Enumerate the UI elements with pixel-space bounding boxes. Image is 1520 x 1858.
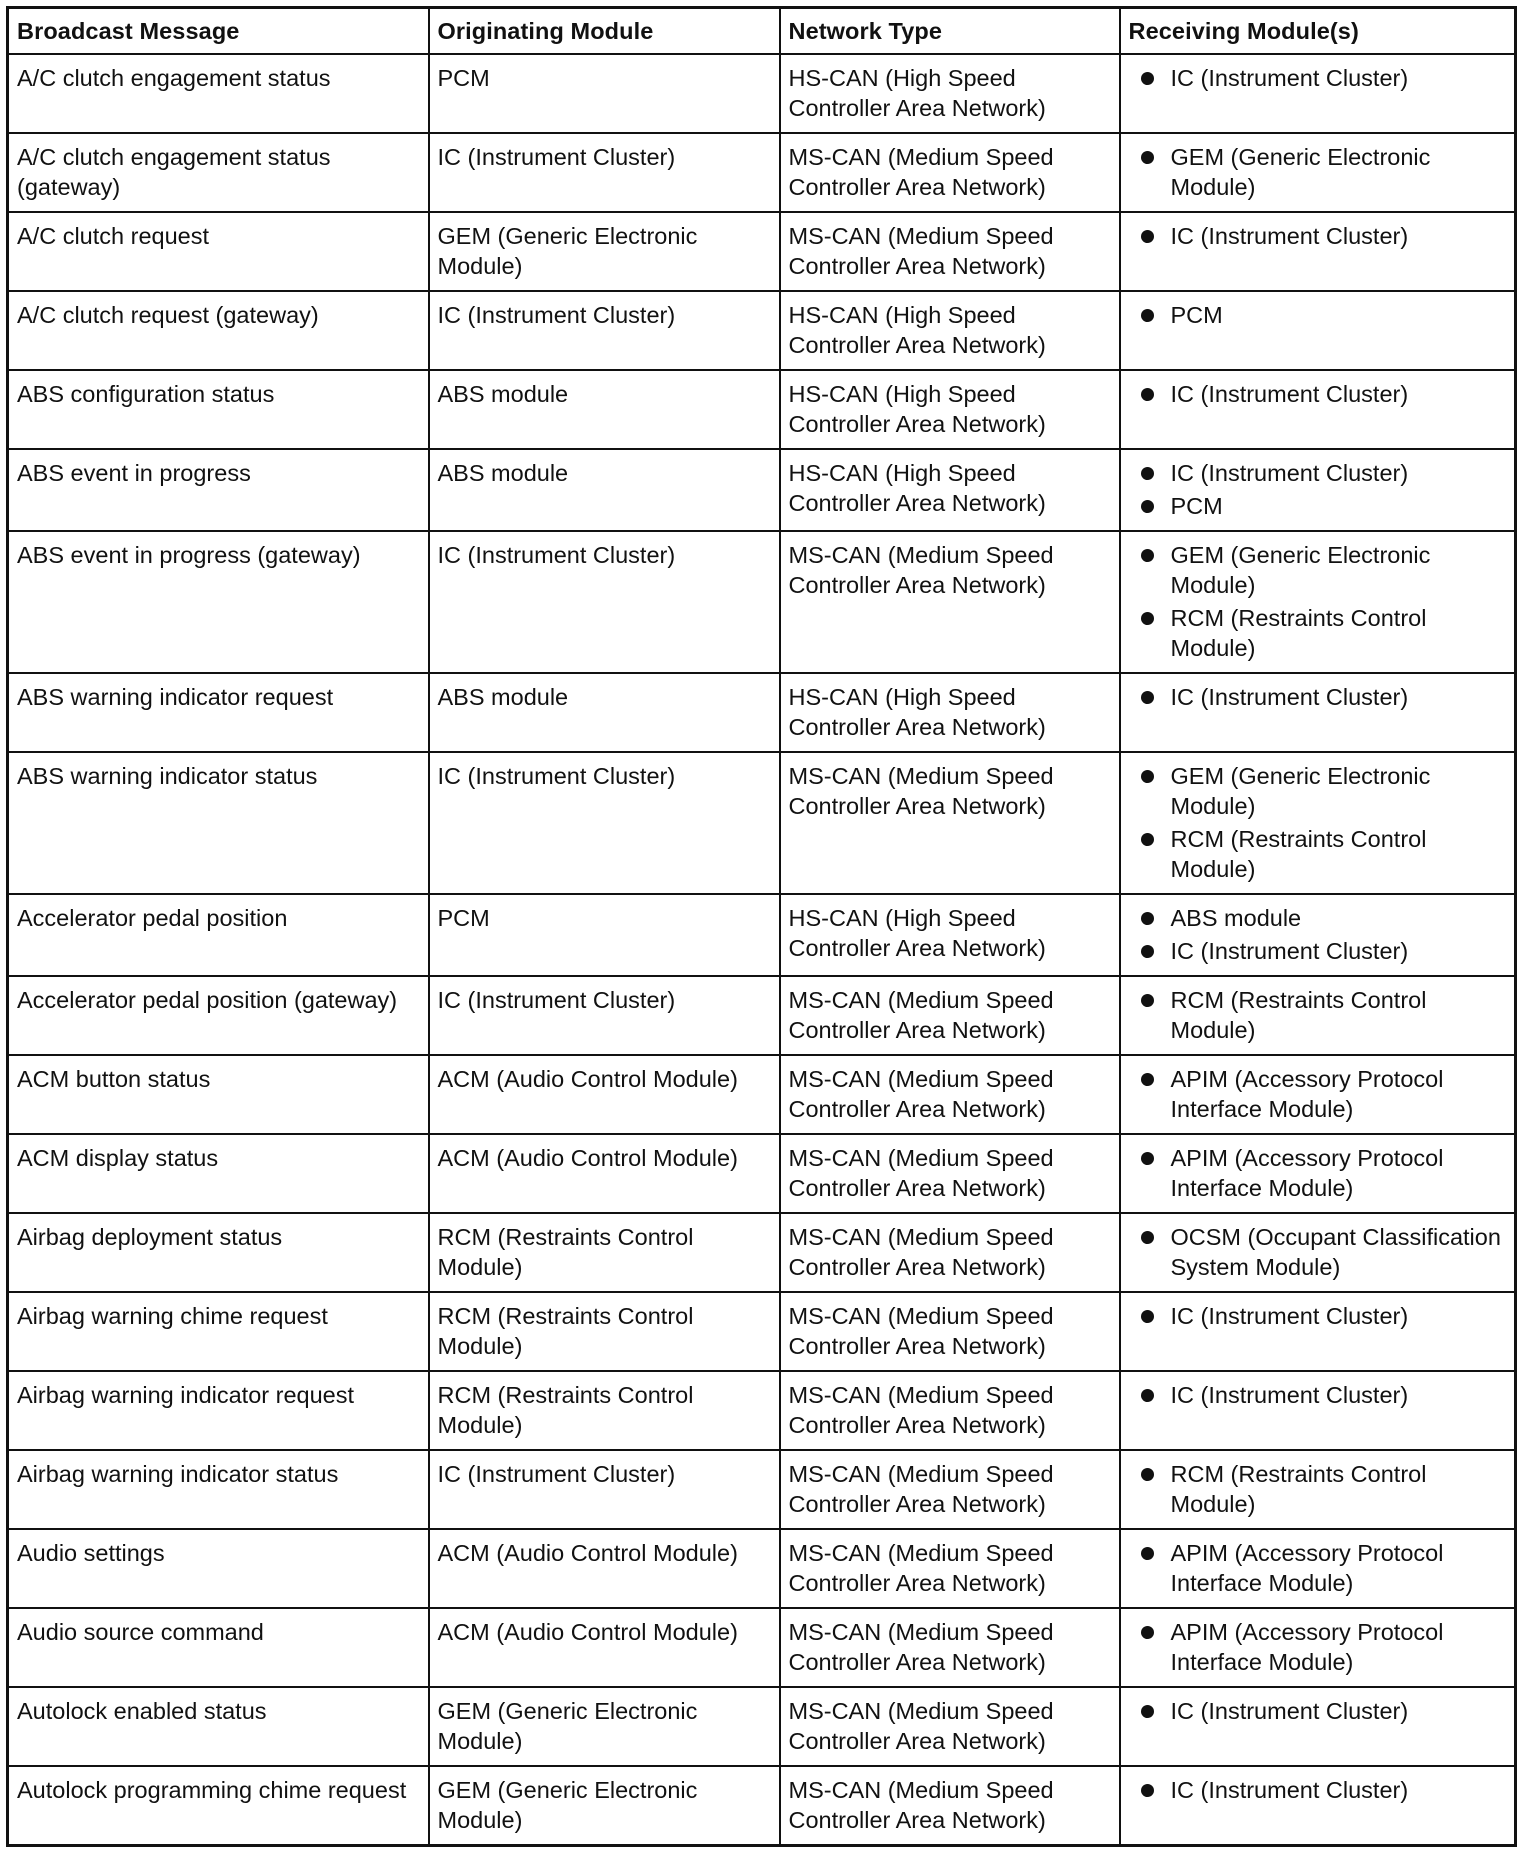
network-type-cell: MS-CAN (Medium Speed Controller Area Network) xyxy=(780,1371,1120,1450)
bullet-icon xyxy=(1141,691,1154,704)
receiving-module-label: GEM (Generic Electronic Module) xyxy=(1170,143,1431,200)
receiving-modules-cell xyxy=(1120,976,1516,1055)
receiving-modules-cell xyxy=(1120,1687,1516,1766)
bullet-icon xyxy=(1141,467,1154,480)
receiving-modules-list xyxy=(1129,1696,1507,1726)
table-row xyxy=(8,54,1516,133)
receiving-modules-list xyxy=(1129,142,1507,202)
list-item xyxy=(1129,824,1507,884)
receiving-modules-list xyxy=(1129,903,1507,966)
bullet-icon xyxy=(1141,1152,1154,1165)
originating-module-cell: IC (Instrument Cluster) xyxy=(429,976,780,1055)
list-item xyxy=(1129,985,1507,1045)
broadcast-message-cell: Accelerator pedal position (gateway) xyxy=(8,976,429,1055)
network-type-cell: MS-CAN (Medium Speed Controller Area Network) xyxy=(780,212,1120,291)
header-row xyxy=(8,8,1516,54)
receiving-module-label: IC (Instrument Cluster) xyxy=(1170,64,1409,91)
bullet-icon xyxy=(1141,1231,1154,1244)
originating-module-cell: IC (Instrument Cluster) xyxy=(429,291,780,370)
originating-module-cell: ACM (Audio Control Module) xyxy=(429,1608,780,1687)
table-row xyxy=(8,1529,1516,1608)
list-item xyxy=(1129,1459,1507,1519)
receiving-module-label: IC (Instrument Cluster) xyxy=(1170,380,1409,407)
bullet-icon xyxy=(1141,72,1154,85)
bullet-icon xyxy=(1141,945,1154,958)
originating-module-cell: GEM (Generic Electronic Module) xyxy=(429,1687,780,1766)
list-item xyxy=(1129,1538,1507,1598)
bullet-icon xyxy=(1141,1547,1154,1560)
network-type-cell: MS-CAN (Medium Speed Controller Area Network) xyxy=(780,1055,1120,1134)
table-row xyxy=(8,673,1516,752)
bullet-icon xyxy=(1141,1468,1154,1481)
table-header xyxy=(8,8,1516,54)
network-type-cell: HS-CAN (High Speed Controller Area Network) xyxy=(780,673,1120,752)
network-type-cell: HS-CAN (High Speed Controller Area Network) xyxy=(780,291,1120,370)
bullet-icon xyxy=(1141,1389,1154,1402)
table-row xyxy=(8,1371,1516,1450)
bullet-icon xyxy=(1141,770,1154,783)
receiving-module-label: IC (Instrument Cluster) xyxy=(1170,1302,1409,1329)
receiving-modules-cell xyxy=(1120,1371,1516,1450)
header-broadcast-message: Broadcast Message xyxy=(8,8,429,54)
list-item xyxy=(1129,1064,1507,1124)
network-type-cell: HS-CAN (High Speed Controller Area Network) xyxy=(780,894,1120,976)
list-item xyxy=(1129,761,1507,821)
bullet-icon xyxy=(1141,1784,1154,1797)
network-type-cell: MS-CAN (Medium Speed Controller Area Network) xyxy=(780,1608,1120,1687)
receiving-modules-cell xyxy=(1120,752,1516,894)
table-row xyxy=(8,1055,1516,1134)
receiving-module-label: PCM xyxy=(1170,301,1223,328)
receiving-modules-cell xyxy=(1120,1608,1516,1687)
broadcast-message-cell: Audio settings xyxy=(8,1529,429,1608)
receiving-modules-list xyxy=(1129,458,1507,521)
broadcast-message-cell: ABS event in progress xyxy=(8,449,429,531)
receiving-module-label: RCM (Restraints Control Module) xyxy=(1170,1460,1427,1517)
receiving-module-label: GEM (Generic Electronic Module) xyxy=(1170,762,1431,819)
originating-module-cell: RCM (Restraints Control Module) xyxy=(429,1371,780,1450)
broadcast-message-cell: ACM button status xyxy=(8,1055,429,1134)
network-type-cell: MS-CAN (Medium Speed Controller Area Network) xyxy=(780,531,1120,673)
network-type-cell: MS-CAN (Medium Speed Controller Area Network) xyxy=(780,1292,1120,1371)
table-row xyxy=(8,1766,1516,1846)
originating-module-cell: ABS module xyxy=(429,370,780,449)
bullet-icon xyxy=(1141,1310,1154,1323)
originating-module-cell: RCM (Restraints Control Module) xyxy=(429,1213,780,1292)
receiving-modules-list xyxy=(1129,1301,1507,1331)
header-receiving-modules: Receiving Module(s) xyxy=(1120,8,1516,54)
table-row xyxy=(8,133,1516,212)
list-item xyxy=(1129,221,1507,251)
receiving-modules-list xyxy=(1129,379,1507,409)
list-item xyxy=(1129,1617,1507,1677)
list-item xyxy=(1129,379,1507,409)
broadcast-message-cell: ABS event in progress (gateway) xyxy=(8,531,429,673)
list-item xyxy=(1129,603,1507,663)
table-row xyxy=(8,291,1516,370)
bullet-icon xyxy=(1141,549,1154,562)
list-item xyxy=(1129,540,1507,600)
receiving-module-label: APIM (Accessory Protocol Interface Module) xyxy=(1170,1539,1444,1596)
table-row xyxy=(8,212,1516,291)
receiving-module-label: GEM (Generic Electronic Module) xyxy=(1170,541,1431,598)
receiving-modules-list xyxy=(1129,1143,1507,1203)
list-item xyxy=(1129,1301,1507,1331)
receiving-modules-list xyxy=(1129,1459,1507,1519)
receiving-module-label: APIM (Accessory Protocol Interface Module) xyxy=(1170,1065,1444,1122)
list-item xyxy=(1129,1775,1507,1805)
receiving-modules-list xyxy=(1129,985,1507,1045)
receiving-modules-list xyxy=(1129,1222,1507,1282)
list-item xyxy=(1129,1143,1507,1203)
bullet-icon xyxy=(1141,151,1154,164)
receiving-module-label: IC (Instrument Cluster) xyxy=(1170,1381,1409,1408)
originating-module-cell: ACM (Audio Control Module) xyxy=(429,1055,780,1134)
header-network-type: Network Type xyxy=(780,8,1120,54)
receiving-modules-cell xyxy=(1120,1766,1516,1846)
table-row xyxy=(8,370,1516,449)
list-item xyxy=(1129,300,1507,330)
bullet-icon xyxy=(1141,1073,1154,1086)
originating-module-cell: RCM (Restraints Control Module) xyxy=(429,1292,780,1371)
receiving-modules-list xyxy=(1129,1617,1507,1677)
table-row xyxy=(8,1687,1516,1766)
network-type-cell: MS-CAN (Medium Speed Controller Area Network) xyxy=(780,976,1120,1055)
bullet-icon xyxy=(1141,912,1154,925)
receiving-module-label: PCM xyxy=(1170,492,1223,519)
network-type-cell: HS-CAN (High Speed Controller Area Network) xyxy=(780,54,1120,133)
broadcast-message-cell: Airbag warning chime request xyxy=(8,1292,429,1371)
list-item xyxy=(1129,142,1507,202)
network-type-cell: MS-CAN (Medium Speed Controller Area Network) xyxy=(780,1766,1120,1846)
originating-module-cell: GEM (Generic Electronic Module) xyxy=(429,1766,780,1846)
receiving-modules-list xyxy=(1129,221,1507,251)
receiving-modules-list xyxy=(1129,761,1507,884)
broadcast-message-cell: A/C clutch engagement status xyxy=(8,54,429,133)
receiving-modules-cell xyxy=(1120,1292,1516,1371)
broadcast-message-cell: Autolock enabled status xyxy=(8,1687,429,1766)
originating-module-cell: PCM xyxy=(429,894,780,976)
network-type-cell: MS-CAN (Medium Speed Controller Area Network) xyxy=(780,752,1120,894)
receiving-module-label: APIM (Accessory Protocol Interface Module) xyxy=(1170,1144,1444,1201)
bullet-icon xyxy=(1141,230,1154,243)
receiving-module-label: IC (Instrument Cluster) xyxy=(1170,459,1409,486)
receiving-modules-list xyxy=(1129,1380,1507,1410)
broadcast-message-cell: ABS configuration status xyxy=(8,370,429,449)
table-row xyxy=(8,1608,1516,1687)
originating-module-cell: GEM (Generic Electronic Module) xyxy=(429,212,780,291)
network-type-cell: MS-CAN (Medium Speed Controller Area Network) xyxy=(780,1450,1120,1529)
broadcast-message-cell: Audio source command xyxy=(8,1608,429,1687)
network-type-cell: MS-CAN (Medium Speed Controller Area Network) xyxy=(780,1134,1120,1213)
table-row xyxy=(8,1450,1516,1529)
network-type-cell: HS-CAN (High Speed Controller Area Network) xyxy=(780,370,1120,449)
originating-module-cell: ABS module xyxy=(429,449,780,531)
bullet-icon xyxy=(1141,994,1154,1007)
table-row xyxy=(8,1134,1516,1213)
receiving-modules-cell xyxy=(1120,54,1516,133)
receiving-module-label: IC (Instrument Cluster) xyxy=(1170,1697,1409,1724)
list-item xyxy=(1129,936,1507,966)
bullet-icon xyxy=(1141,833,1154,846)
table-row xyxy=(8,1213,1516,1292)
broadcast-message-cell: ABS warning indicator status xyxy=(8,752,429,894)
receiving-modules-cell xyxy=(1120,531,1516,673)
bullet-icon xyxy=(1141,309,1154,322)
receiving-module-label: IC (Instrument Cluster) xyxy=(1170,683,1409,710)
receiving-modules-list xyxy=(1129,1538,1507,1598)
receiving-module-label: ABS module xyxy=(1170,904,1302,931)
originating-module-cell: IC (Instrument Cluster) xyxy=(429,133,780,212)
receiving-modules-cell xyxy=(1120,894,1516,976)
list-item xyxy=(1129,458,1507,488)
broadcast-message-cell: A/C clutch request xyxy=(8,212,429,291)
broadcast-message-cell: Airbag warning indicator status xyxy=(8,1450,429,1529)
list-item xyxy=(1129,1380,1507,1410)
receiving-modules-list xyxy=(1129,540,1507,663)
broadcast-message-cell: ABS warning indicator request xyxy=(8,673,429,752)
bullet-icon xyxy=(1141,500,1154,513)
receiving-module-label: IC (Instrument Cluster) xyxy=(1170,937,1409,964)
originating-module-cell: IC (Instrument Cluster) xyxy=(429,752,780,894)
table-row xyxy=(8,531,1516,673)
network-type-cell: MS-CAN (Medium Speed Controller Area Network) xyxy=(780,1213,1120,1292)
receiving-modules-cell xyxy=(1120,133,1516,212)
list-item xyxy=(1129,491,1507,521)
header-originating-module: Originating Module xyxy=(429,8,780,54)
broadcast-message-cell: A/C clutch engagement status (gateway) xyxy=(8,133,429,212)
table-body xyxy=(8,54,1516,1846)
network-type-cell: HS-CAN (High Speed Controller Area Network) xyxy=(780,449,1120,531)
receiving-module-label: IC (Instrument Cluster) xyxy=(1170,222,1409,249)
receiving-modules-cell xyxy=(1120,212,1516,291)
broadcast-message-cell: Accelerator pedal position xyxy=(8,894,429,976)
broadcast-message-cell: Airbag warning indicator request xyxy=(8,1371,429,1450)
receiving-modules-list xyxy=(1129,682,1507,712)
receiving-modules-list xyxy=(1129,1064,1507,1124)
receiving-module-label: RCM (Restraints Control Module) xyxy=(1170,825,1427,882)
receiving-module-label: IC (Instrument Cluster) xyxy=(1170,1776,1409,1803)
list-item xyxy=(1129,903,1507,933)
bullet-icon xyxy=(1141,1626,1154,1639)
receiving-modules-cell xyxy=(1120,291,1516,370)
broadcast-message-table xyxy=(6,6,1517,1847)
originating-module-cell: ABS module xyxy=(429,673,780,752)
broadcast-message-cell: Airbag deployment status xyxy=(8,1213,429,1292)
receiving-modules-cell xyxy=(1120,673,1516,752)
receiving-modules-cell xyxy=(1120,449,1516,531)
broadcast-message-cell: A/C clutch request (gateway) xyxy=(8,291,429,370)
broadcast-message-cell: ACM display status xyxy=(8,1134,429,1213)
originating-module-cell: ACM (Audio Control Module) xyxy=(429,1529,780,1608)
receiving-modules-cell xyxy=(1120,1055,1516,1134)
bullet-icon xyxy=(1141,388,1154,401)
table-row xyxy=(8,894,1516,976)
receiving-modules-cell xyxy=(1120,370,1516,449)
list-item xyxy=(1129,1696,1507,1726)
list-item xyxy=(1129,1222,1507,1282)
receiving-module-label: OCSM (Occupant Classification System Module) xyxy=(1170,1223,1501,1280)
receiving-module-label: RCM (Restraints Control Module) xyxy=(1170,986,1427,1043)
receiving-modules-list xyxy=(1129,63,1507,93)
table-row xyxy=(8,449,1516,531)
receiving-module-label: APIM (Accessory Protocol Interface Module) xyxy=(1170,1618,1444,1675)
network-type-cell: MS-CAN (Medium Speed Controller Area Network) xyxy=(780,133,1120,212)
receiving-modules-cell xyxy=(1120,1529,1516,1608)
bullet-icon xyxy=(1141,612,1154,625)
list-item xyxy=(1129,63,1507,93)
receiving-modules-list xyxy=(1129,1775,1507,1805)
receiving-modules-list xyxy=(1129,300,1507,330)
receiving-module-label: RCM (Restraints Control Module) xyxy=(1170,604,1427,661)
originating-module-cell: IC (Instrument Cluster) xyxy=(429,1450,780,1529)
receiving-modules-cell xyxy=(1120,1450,1516,1529)
receiving-modules-cell xyxy=(1120,1134,1516,1213)
list-item xyxy=(1129,682,1507,712)
table-row xyxy=(8,1292,1516,1371)
network-type-cell: MS-CAN (Medium Speed Controller Area Network) xyxy=(780,1687,1120,1766)
network-type-cell: MS-CAN (Medium Speed Controller Area Network) xyxy=(780,1529,1120,1608)
bullet-icon xyxy=(1141,1705,1154,1718)
originating-module-cell: ACM (Audio Control Module) xyxy=(429,1134,780,1213)
broadcast-message-cell: Autolock programming chime request xyxy=(8,1766,429,1846)
originating-module-cell: IC (Instrument Cluster) xyxy=(429,531,780,673)
table-row xyxy=(8,752,1516,894)
receiving-modules-cell xyxy=(1120,1213,1516,1292)
originating-module-cell: PCM xyxy=(429,54,780,133)
table-row xyxy=(8,976,1516,1055)
